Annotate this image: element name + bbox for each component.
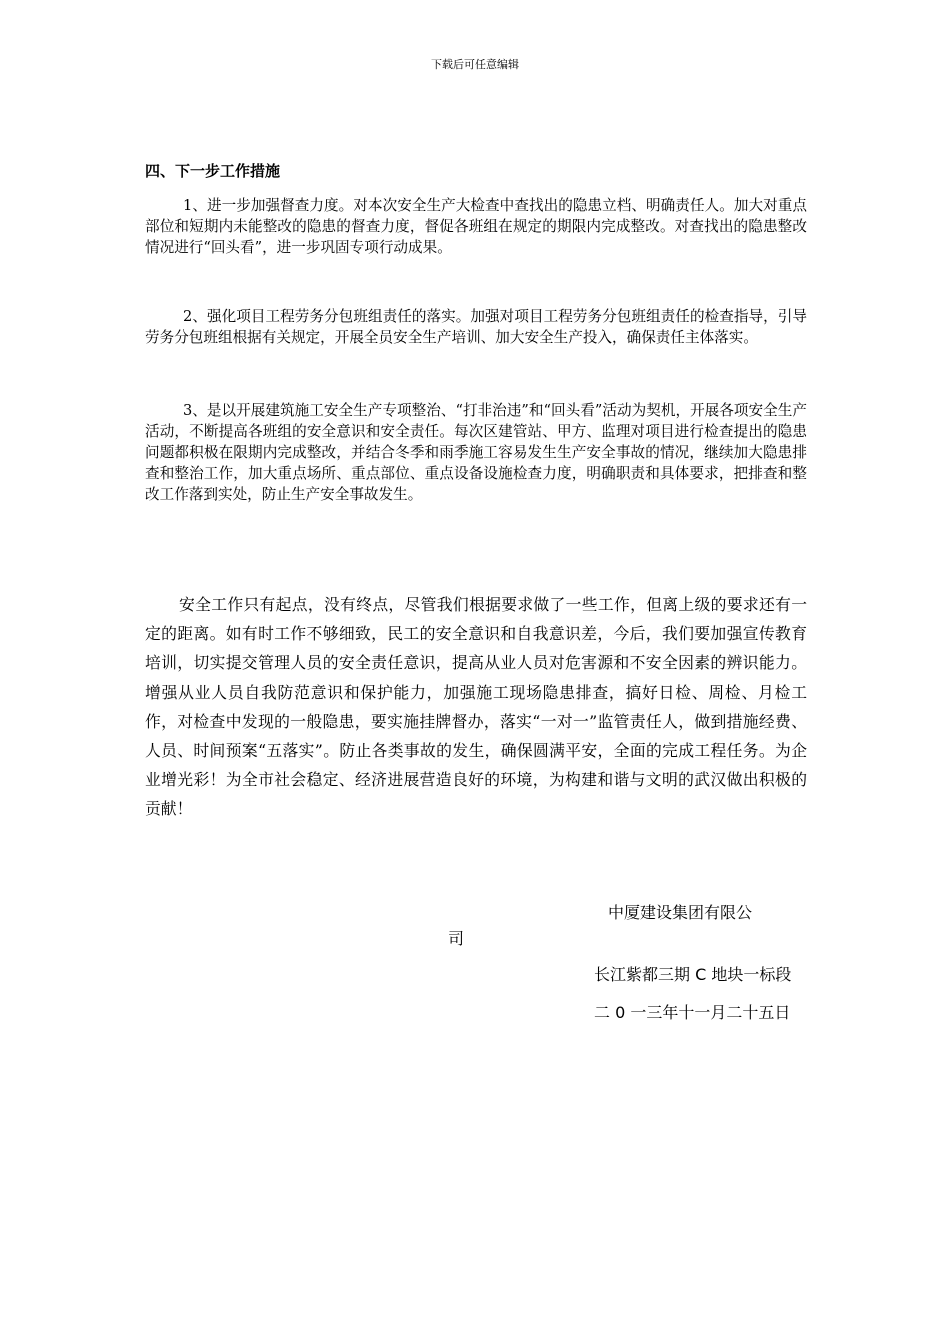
section-heading: 四、下一步工作措施 (145, 162, 281, 180)
page-header-note: 下载后可任意编辑 (431, 58, 519, 71)
signature-date: 二 0 一三年十一月二十五日 (594, 1003, 791, 1022)
measure-item-3: 3、是以开展建筑施工安全生产专项整治、“打非治违”和“回头看”活动为契机，开展各项安全生产活动，不断提高各班组的安全意识和安全责任。每次区建管站、甲方、监理对项目进行检查提出的隐患问题都积极在限期内完成整改，并结合冬季和雨季施工容易发生生产安全事故的情况，继续加大隐患排查和整治工作，加大重点场所、重点部位、重点设备设施检查力度，明确职责和具体要求，把排查和整改工作落到实处，防止生产安全事故发生。 (145, 402, 807, 503)
closing-paragraph: 安全工作只有起点，没有终点，尽管我们根据要求做了一些工作，但离上级的要求还有一定的距离。如有时工作不够细致，民工的安全意识和自我意识差，今后，我们要加强宣传教育培训，切实提交管理人员的安全责任意识，提高从业人员对危害源和不安全因素的辨识能力。增强从业人员自我防范意识和保护能力，加强施工现场隐患排查，搞好日检、周检、月检工作，对检查中发现的一般隐患，要实施挂牌督办，落实“一对一”监管责任人，做到措施经费、人员、时间预案“五落实”。防止各类事故的发生，确保圆满平安，全面的完成工程任务。为企业增光彩！为全市社会稳定、经济进展营造良好的环境，为构建和谐与文明的武汉做出积极的贡献！ (145, 595, 807, 819)
measure-item-2: 2、强化项目工程劳务分包班组责任的落实。加强对项目工程劳务分包班组责任的检查指导，引导劳务分包班组根据有关规定，开展全员安全生产培训、加大安全生产投入，确保责任主体落实。 (145, 308, 807, 346)
signature-company-continued: 司 (448, 929, 465, 948)
signature-company: 中厦建设集团有限公 (608, 903, 753, 922)
measure-item-1: 1、进一步加强督查力度。对本次安全生产大检查中查找出的隐患立档、明确责任人。加大对重点部位和短期内未能整改的隐患的督查力度，督促各班组在规定的期限内完成整改。对查找出的隐患整改情况进行“回头看”，进一步巩固专项行动成果。 (145, 197, 807, 256)
signature-project: 长江紫都三期 C 地块一标段 (594, 965, 792, 984)
